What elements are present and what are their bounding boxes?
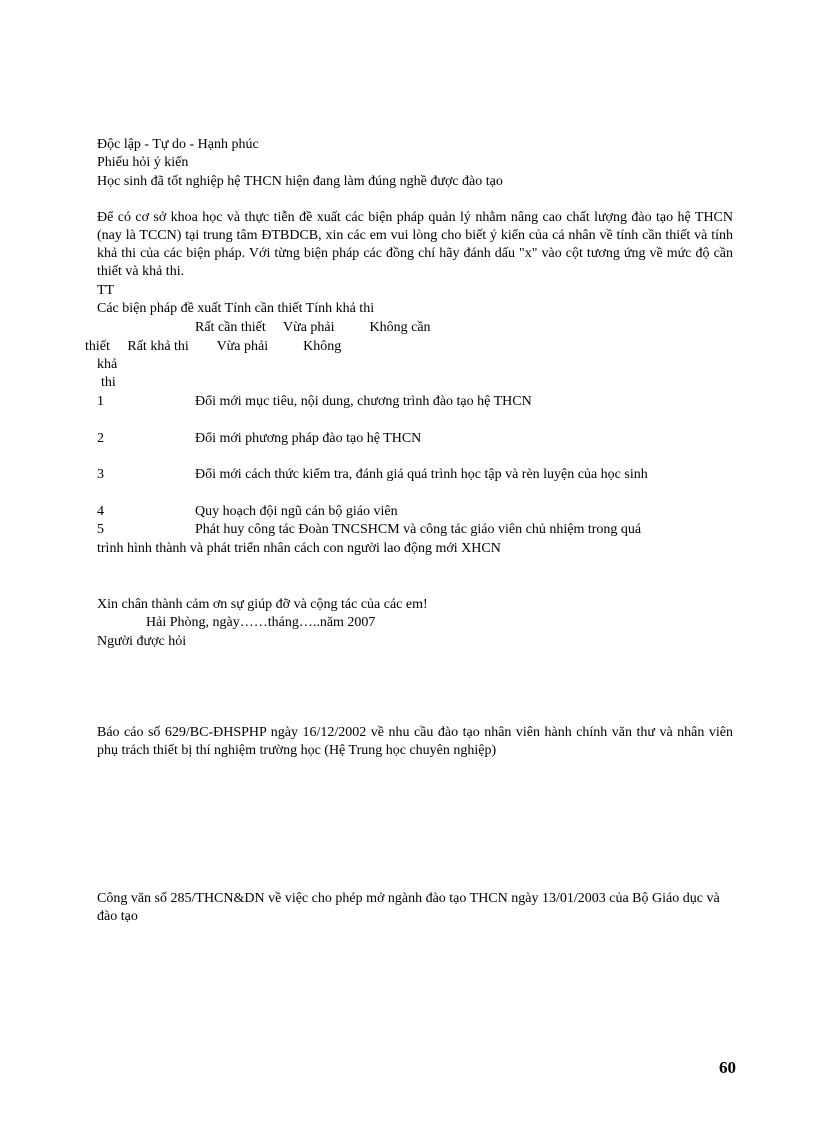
- table-row-continuation: trình hình thành và phát triển nhân cách con người lao động mới XHCN: [97, 541, 501, 556]
- feasibility-levels: thiết Rất khả thi Vừa phải Không: [85, 339, 342, 354]
- reference-report: Báo cáo số 629/BC-ĐHSPHP ngày 16/12/2002 về nhu cầu đào tạo nhân viên hành chính văn thư và nhân viên phụ trách thiết bị thí nghiệm trường học (Hệ Trung học chuyên nghiệp): [97, 725, 733, 758]
- respondent-label: Người được hỏi: [97, 634, 187, 649]
- column-tt-header: TT: [97, 283, 115, 298]
- table-row-number: 4: [97, 504, 104, 519]
- audience-line: Học sinh đã tốt nghiệp hệ THCN hiện đang làm đúng nghề được đào tạo: [97, 174, 503, 189]
- table-row-text: Phát huy công tác Đoàn TNCSHCM và công tác giáo viên chủ nhiệm trong quá: [195, 522, 642, 537]
- table-row-text: Quy hoạch đội ngũ cán bộ giáo viên: [195, 504, 398, 519]
- table-row-text: Đổi mới phương pháp đào tạo hệ THCN: [195, 431, 422, 446]
- thanks-line: Xin chân thành cảm ơn sự giúp đỡ và cộng tác của các em!: [97, 597, 428, 612]
- necessity-levels: Rất cần thiết Vừa phải Không cần: [195, 320, 431, 335]
- table-row-number: 5: [97, 522, 104, 537]
- feasibility-word-thi: thi: [101, 375, 116, 390]
- table-row-text: Đổi mới mục tiêu, nội dung, chương trình đào tạo hệ THCN: [195, 394, 532, 409]
- table-row-number: 2: [97, 431, 104, 446]
- feasibility-word-kha: khả: [97, 357, 118, 372]
- table-row-number: 1: [97, 394, 104, 409]
- table-header-line: Các biện pháp đề xuất Tính cần thiết Tính khả thi: [97, 301, 375, 316]
- motto: Độc lập - Tự do - Hạnh phúc: [97, 137, 259, 152]
- table-row-text: Đổi mới cách thức kiểm tra, đánh giá quá trình học tập và rèn luyện của học sinh: [195, 467, 648, 482]
- reference-dispatch: Công văn số 285/THCN&DN về việc cho phép mở ngành đào tạo THCN ngày 13/01/2003 của Bộ Giáo dục và đào tạo: [97, 891, 720, 924]
- date-line: Hải Phòng, ngày……tháng…..năm 2007: [146, 615, 376, 630]
- page-number: 60: [719, 1058, 736, 1077]
- intro-paragraph: Để có cơ sở khoa học và thực tiễn đề xuất các biện pháp quản lý nhằm nâng cao chất lượng đào tạo hệ THCN (nay là TCCN) tại trung tâm ĐTBDCB, xin các em vui lòng cho biết ý kiến của cá nhân về tính cần thiết và tính khả thi của các biện pháp. Với từng biện pháp các đồng chí hãy đánh dấu "x" vào cột tương ứng về mức độ cần thiết và khả thi.: [97, 210, 733, 279]
- table-row-number: 3: [97, 467, 104, 482]
- form-title: Phiếu hỏi ý kiến: [97, 155, 189, 170]
